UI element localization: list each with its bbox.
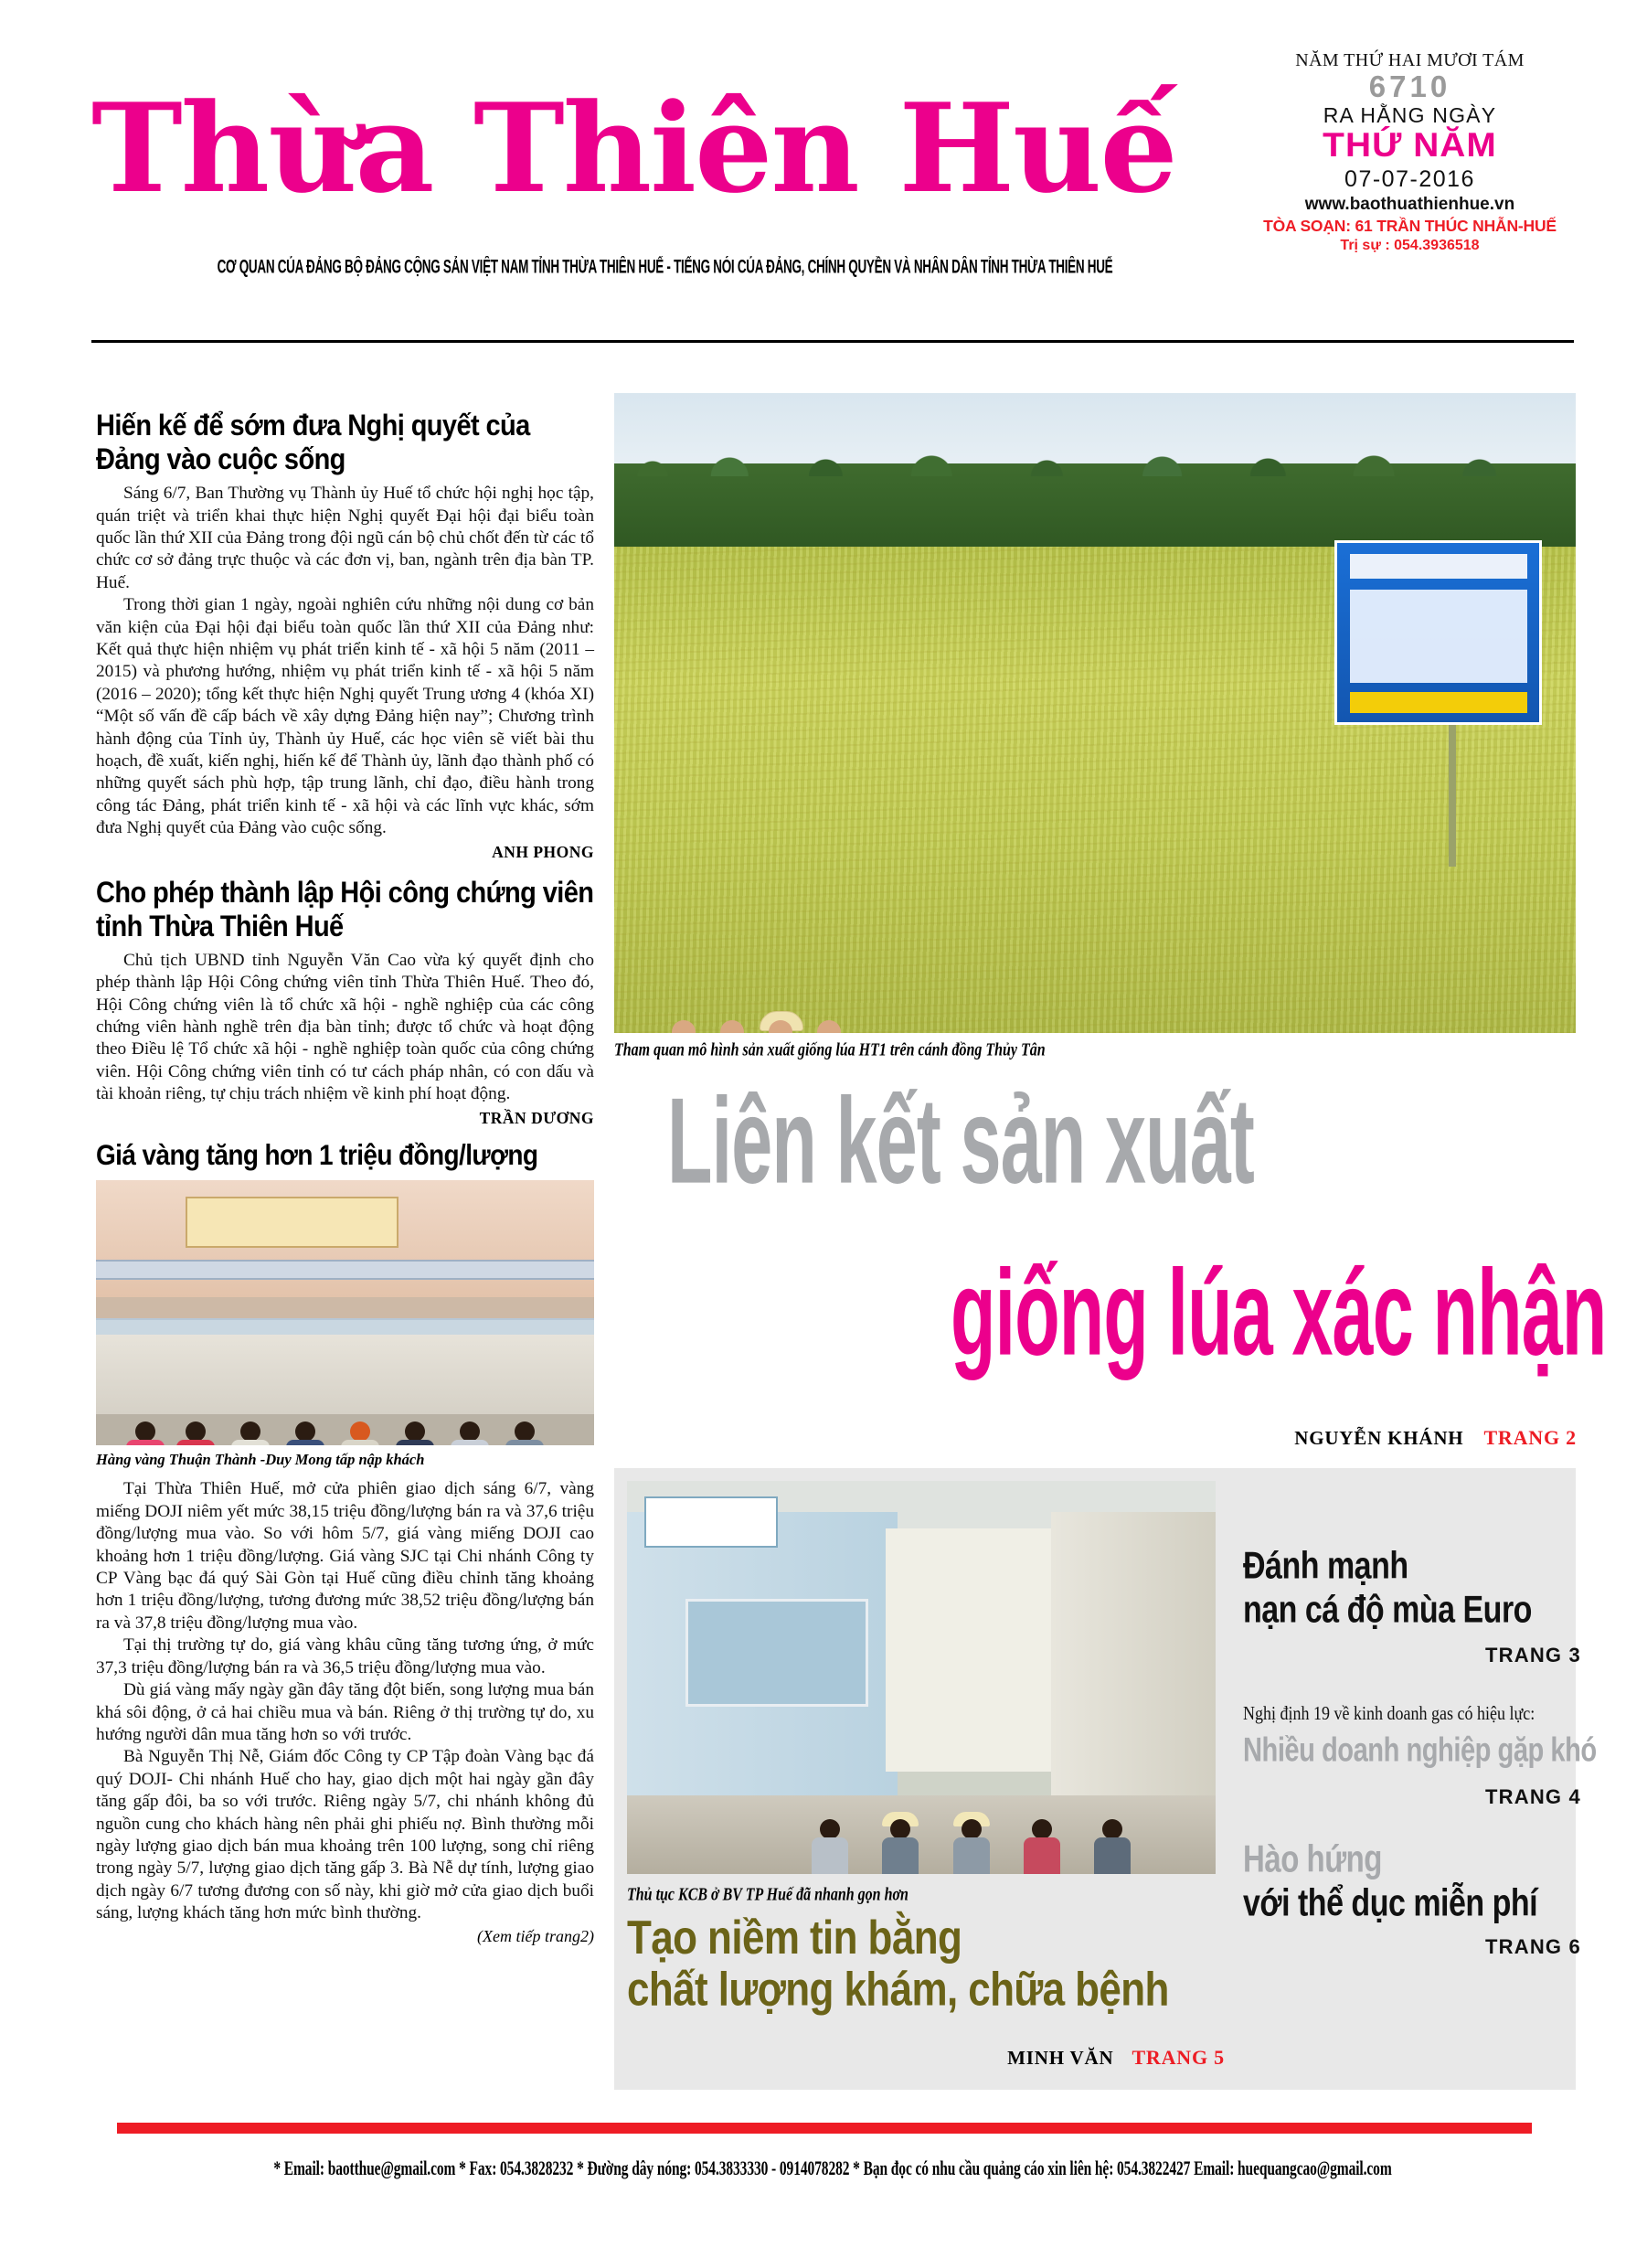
hospital-headline-line2: chất lượng khám, chữa bệnh — [627, 1963, 1169, 2017]
teaser-gas-kicker: Nghị định 19 về kinh doanh gas có hiệu lực: — [1243, 1702, 1535, 1725]
photo-back-wall — [886, 1528, 1062, 1773]
newspaper-title: Thừa Thiên Huế — [91, 76, 1176, 220]
article3-paragraph: Tại Thừa Thiên Huế, mở cửa phiên giao dịch sáng 6/7, vàng miếng DOJI niêm yết mức 38,15 triệu đồng/lượng bán ra và 37,6 triệu đồng/lượng mua vào. So với hôm 5/7, giá vàng miếng DOJI cao khoảng hơn 1 triệu đồng/lượng. Giá vàng SJC tại Chi nhánh Công ty CP Vàng bạc đá quý Sài Gòn tại Huế cũng điều chỉnh tăng khoảng hơn 1 triệu đồng/lượng, tương đương mức 38,52 triệu đồng/lượng bán ra và 37,8 triệu đồng/lượng mua vào. — [96, 1479, 594, 1633]
article3-paragraph: Tại thị trường tự do, giá vàng khâu cũng tăng tương ứng, ở mức 37,3 triệu đồng/lượng bán ra và 36,5 triệu đồng/lượng mua vào. — [96, 1635, 594, 1677]
hospital-headline-line1: Tạo niềm tin bằng — [627, 1911, 962, 1965]
teaser-exercise-line2: với thể dục miễn phí — [1243, 1881, 1538, 1925]
photo-vien-phi-sign — [644, 1496, 778, 1548]
teaser-gas-line1: Nhiều doanh nghiệp gặp khó — [1243, 1732, 1597, 1770]
publication-weekday: THỨ NĂM — [1323, 126, 1497, 165]
photo-sign-post — [1449, 713, 1456, 867]
article2-headline[interactable]: Cho phép thành lập Hội công chứng viên tỉnh Thừa Thiên Huế — [96, 876, 594, 943]
teaser-euro-page-ref[interactable]: TRANG 3 — [1485, 1644, 1581, 1667]
issue-number: 6710 — [1368, 69, 1451, 103]
office-phone: Trị sự : 054.3936518 — [1340, 237, 1480, 253]
hospital-page-ref[interactable]: TRANG 5 — [1132, 2046, 1225, 2069]
feature-photo-caption: Tham quan mô hình sản xuất giống lúa HT1 trên cánh đồng Thủy Tân — [614, 1040, 1046, 1060]
article3-headline[interactable]: Giá vàng tăng hơn 1 triệu đồng/lượng — [96, 1138, 538, 1171]
hospital-byline: MINH VĂN — [1007, 2047, 1114, 2069]
photo-shop-banner — [186, 1197, 398, 1248]
feature-page-ref[interactable]: TRANG 2 — [1483, 1426, 1577, 1449]
article1-headline[interactable]: Hiến kế để sớm đưa Nghị quyết của Đảng vào cuộc sống — [96, 410, 530, 476]
masthead — [91, 50, 1572, 325]
article2-byline: TRẦN DƯƠNG — [479, 1108, 594, 1127]
feature-byline: NGUYỄN KHÁNH — [1294, 1427, 1464, 1449]
hospital-headline[interactable] — [627, 1912, 1230, 2017]
article3-body — [96, 1478, 594, 1924]
signboard-text-strip — [1350, 590, 1527, 683]
website-url[interactable]: www.baothuathienhue.vn — [1304, 195, 1515, 215]
masthead-info-block — [1248, 50, 1572, 255]
feature-headline-line2[interactable]: giống lúa xác nhận — [951, 1245, 1607, 1381]
office-address: TÒA SOẠN: 61 TRẦN THÚC NHẪN-HUẾ — [1263, 216, 1557, 235]
photo-right-wall — [1051, 1512, 1216, 1818]
article2-body — [96, 950, 594, 1106]
article1-body — [96, 483, 594, 840]
feature-byline-row — [1079, 1426, 1577, 1450]
article2-paragraph: Chủ tịch UBND tỉnh Nguyễn Văn Cao vừa ký quyết định cho phép thành lập Hội Công chứng viên tỉnh Thừa Thiên Huế. Theo đó, Hội Công chứng viên là tổ chức xã hội - nghề nghiệp của các công chứng viên hành nghề trên địa bàn tỉnh; được tổ chức và hoạt động theo Điều lệ Tổ chức xã hội - nghề nghiệp toàn quốc của công chứng viên. Hội Công chứng viên tỉnh có tư cách pháp nhân, có con dấu và tài khoản riêng, tự chịu trách nhiệm về kinh phí hoạt động. — [96, 950, 594, 1104]
teaser-exercise-page-ref[interactable]: TRANG 6 — [1485, 1934, 1581, 1958]
teaser-item-gas[interactable] — [1243, 1702, 1597, 1809]
hospital-photo — [627, 1481, 1216, 1874]
teaser-euro-line2: nạn cá độ mùa Euro — [1243, 1589, 1532, 1632]
teaser-euro-line1: Đánh mạnh — [1243, 1545, 1408, 1588]
article1-paragraph: Trong thời gian 1 ngày, ngoài nghiên cứu những nội dung cơ bản văn kiện của Đại hội đại biểu toàn quốc lần thứ XII của Đảng như: Kết quả thực hiện nhiệm vụ phát triển kinh tế - xã hội 5 năm (2011 – 2015) và phương hướng, nhiệm vụ phát triển kinh tế - xã hội 5 năm (2016 – 2020); tổng kết thực hiện Nghị quyết Trung ương 4 (khóa XI) “Một số vấn đề cấp bách về xây dựng Đảng hiện nay”; Chương trình hành động của Tỉnh ủy, Thành ủy Huế, các học viên sẽ viết bài thu hoạch, đề xuất, kiến nghị, hiến kế để Thành ủy, lãnh đạo thành phố có những quyết sách phù hợp, tập trung lãnh, chỉ đạo, điều hành trong công tác Đảng, phát triển kinh tế - xã hội và các lĩnh vực khác, sớm đưa Nghị quyết của Đảng vào cuộc sống. — [96, 595, 594, 838]
footer-rule — [117, 2123, 1532, 2134]
masthead-tagline: CƠ QUAN CỦA ĐẢNG BỘ ĐẢNG CỘNG SẢN VIỆT NAM TỈNH THỪA THIÊN HUẾ - TIẾNG NÓI CỦA ĐẢNG, CHÍNH QUYỀN VÀ NHÂN DÂN TỈNH THỪA THIÊN HUẾ — [217, 256, 1113, 278]
teaser-item-exercise[interactable] — [1243, 1838, 1581, 1959]
hospital-byline-row — [695, 2046, 1225, 2070]
signboard-footer-strip — [1350, 692, 1527, 714]
teaser-exercise-line1: Hào hứng — [1243, 1837, 1382, 1881]
teaser-gas-page-ref[interactable]: TRANG 4 — [1485, 1784, 1581, 1808]
photo-service-window — [685, 1599, 867, 1707]
photo-shelf — [96, 1260, 594, 1279]
publication-year-line: NĂM THỨ HAI MƯƠI TÁM — [1295, 50, 1525, 70]
masthead-divider-rule — [91, 340, 1574, 343]
teaser-item-euro[interactable] — [1243, 1545, 1581, 1667]
article3-continued-note[interactable]: (Xem tiếp trang2) — [477, 1926, 594, 1945]
article1-byline: ANH PHONG — [492, 842, 594, 861]
teaser-column — [1243, 1545, 1597, 1959]
article3-paragraph: Dù giá vàng mấy ngày gần đây tăng đột biến, song lượng mua bán khá sôi động, ở cả hai chiều mua và bán. Riêng ở thị trường tự do, xu hướng người dân mua tăng hơn so với trước. — [96, 1680, 594, 1744]
footer-contact-line: * Email: baotthue@gmail.com * Fax: 054.3828232 * Đường dây nóng: 054.3833330 - 0914078282 * Bạn đọc có nhu cầu quảng cáo xin liên hệ: 054.3822427 Email: huequangcao@gmail.com — [273, 2157, 1392, 2180]
rice-field-photo — [614, 393, 1576, 1033]
publication-frequency: RA HẰNG NGÀY — [1323, 102, 1497, 127]
signboard-title-strip — [1350, 554, 1527, 579]
gold-photo-caption: Hàng vàng Thuận Thành -Duy Mong tấp nập khách — [96, 1451, 425, 1469]
article3-paragraph: Bà Nguyễn Thị Nễ, Giám đốc Công ty CP Tập đoàn Vàng bạc đá quý DOJI- Chi nhánh Huế cho hay, giao dịch một hai ngày gần đây tăng gấp đôi, ba so với trước. Riêng ngày 5/7, chi nhánh không đủ nguồn cung cho khách hàng nên phải ghi phiếu nợ. Bình thường mỗi ngày lượng giao dịch bán mua khoảng trên 100 lượng, song chỉ riêng trong ngày 5/7, lượng giao dịch tăng gấp 3. Bà Nễ dự tính, lượng giao dịch ngày 6/7 tương đương con số này, khi giờ mở cửa giao dịch buổi sáng, lượng khách tăng hơn mức bình thường. — [96, 1747, 594, 1923]
article1-paragraph: Sáng 6/7, Ban Thường vụ Thành ủy Huế tổ chức hội nghị học tập, quán triệt và triển khai thực hiện Nghị quyết Đại hội đại biểu toàn quốc lần thứ XII của Đảng trong đội ngũ cán bộ chủ chốt đến từ các tổ chức cơ sở đảng trực thuộc và các đơn vị, ban, ngành trên địa bàn TP. Huế. — [96, 484, 594, 592]
publication-date: 07-07-2016 — [1344, 165, 1475, 192]
hospital-photo-caption: Thủ tục KCB ở BV TP Huế đã nhanh gọn hơn — [627, 1885, 909, 1905]
feature-headline-line1[interactable]: Liên kết sản xuất — [667, 1073, 1254, 1209]
left-column — [96, 410, 594, 1946]
gold-shop-photo — [96, 1180, 594, 1445]
photo-info-signboard — [1334, 540, 1542, 725]
photo-people-group — [663, 739, 1009, 1020]
